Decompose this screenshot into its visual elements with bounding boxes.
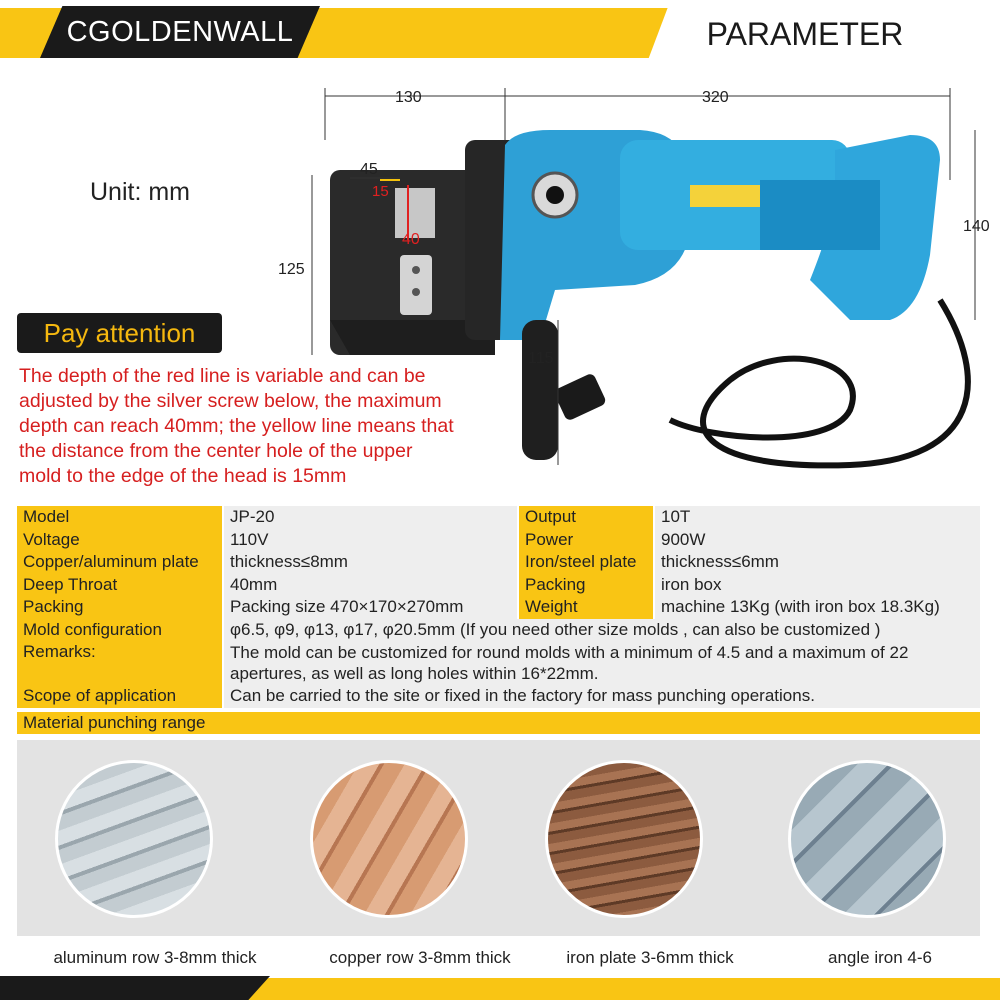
- spec-value: Packing size 470×170×270mm: [224, 596, 517, 619]
- note-line: adjusted by the silver screw below, the maximum: [19, 390, 442, 412]
- spec-label: Packing: [519, 574, 653, 597]
- table-row: [17, 529, 980, 552]
- handle-grip: [760, 180, 880, 250]
- table-row: [17, 596, 980, 619]
- section-title: PARAMETER: [706, 16, 904, 52]
- footer-banner: [0, 972, 1000, 1000]
- unit-label: Unit: mm: [90, 178, 190, 206]
- note-line: mold to the edge of the head is 15mm: [19, 465, 347, 487]
- aluminum-photo: [55, 760, 213, 918]
- spec-value: φ6.5, φ9, φ13, φ17, φ20.5mm (If you need other size molds , can also be customized ): [224, 619, 980, 642]
- spec-value: The mold can be customized for round molds with a minimum of 4.5 and a maximum of 22 apertures, as well as long holes within 16*22mm.: [224, 641, 980, 685]
- iron-plate-photo: [545, 760, 703, 918]
- spec-value: JP-20: [224, 506, 517, 529]
- spec-value: machine 13Kg (with iron box 18.3Kg): [655, 596, 980, 619]
- brand-name: CGOLDENWALL: [66, 16, 294, 48]
- table-row: [17, 685, 980, 708]
- table-row: [17, 641, 980, 685]
- spec-label: Weight: [519, 596, 653, 619]
- dim-height-front: 125: [278, 261, 305, 278]
- spec-label: Model: [17, 506, 222, 529]
- table-row: [17, 712, 980, 735]
- spec-value: Can be carried to the site or fixed in the factory for mass punching operations.: [224, 685, 980, 708]
- spec-label: Packing: [17, 596, 222, 619]
- spec-value: 900W: [655, 529, 980, 552]
- spec-value: thickness≤6mm: [655, 551, 980, 574]
- table-row: [17, 574, 980, 597]
- spec-label: Power: [519, 529, 653, 552]
- spec-label: Deep Throat: [17, 574, 222, 597]
- side-handle: [522, 320, 558, 460]
- material-label: angle iron 4-6: [828, 948, 932, 967]
- pay-attention-badge: Pay attention: [17, 313, 222, 353]
- power-plug: [553, 372, 607, 421]
- spec-label: Voltage: [17, 529, 222, 552]
- material-label: aluminum row 3-8mm thick: [53, 948, 257, 967]
- note-line: the distance from the center hole of the upper: [19, 440, 413, 462]
- note-line: The depth of the red line is variable and can be: [19, 365, 426, 387]
- angle-iron-photo: [788, 760, 946, 918]
- material-label: iron plate 3-6mm thick: [566, 948, 734, 967]
- copper-photo: [310, 760, 468, 918]
- spec-label: Mold configuration: [17, 619, 222, 642]
- table-row: [17, 551, 980, 574]
- spec-label: Copper/aluminum plate: [17, 551, 222, 574]
- knob-center: [546, 186, 564, 204]
- attention-note: [19, 364, 509, 489]
- spec-label: Remarks:: [17, 641, 222, 685]
- dim-height-rear: 140: [963, 218, 990, 235]
- dim-head-width: 130: [395, 89, 422, 106]
- dim-yellow-line: 15: [372, 183, 389, 200]
- spec-value: 10T: [655, 506, 980, 529]
- note-line: depth can reach 40mm; the yellow line means that: [19, 415, 454, 437]
- spec-label: Scope of application: [17, 685, 222, 708]
- spec-table: [17, 506, 980, 734]
- dim-handle-height: 115: [528, 350, 554, 367]
- footer-black-tab: [0, 976, 270, 1000]
- spec-label: Output: [519, 506, 653, 529]
- table-row: [17, 506, 980, 529]
- header-banner: [0, 0, 1000, 62]
- dim-red-line: 40: [402, 231, 420, 248]
- screw-hole: [412, 288, 420, 296]
- dim-body-length: 320: [702, 89, 729, 106]
- spec-label: Iron/steel plate: [519, 551, 653, 574]
- table-row: [17, 619, 980, 642]
- spec-value: iron box: [655, 574, 980, 597]
- material-label: copper row 3-8mm thick: [329, 948, 511, 967]
- warning-label: [690, 185, 760, 207]
- spec-value: thickness≤8mm: [224, 551, 517, 574]
- screw-hole: [412, 266, 420, 274]
- power-cable: [670, 300, 968, 465]
- spec-value: 110V: [224, 529, 517, 552]
- spec-value: 40mm: [224, 574, 517, 597]
- range-heading: Material punching range: [17, 712, 980, 735]
- dim-throat-width: 45: [360, 161, 378, 178]
- adjust-screw-plate: [400, 255, 432, 315]
